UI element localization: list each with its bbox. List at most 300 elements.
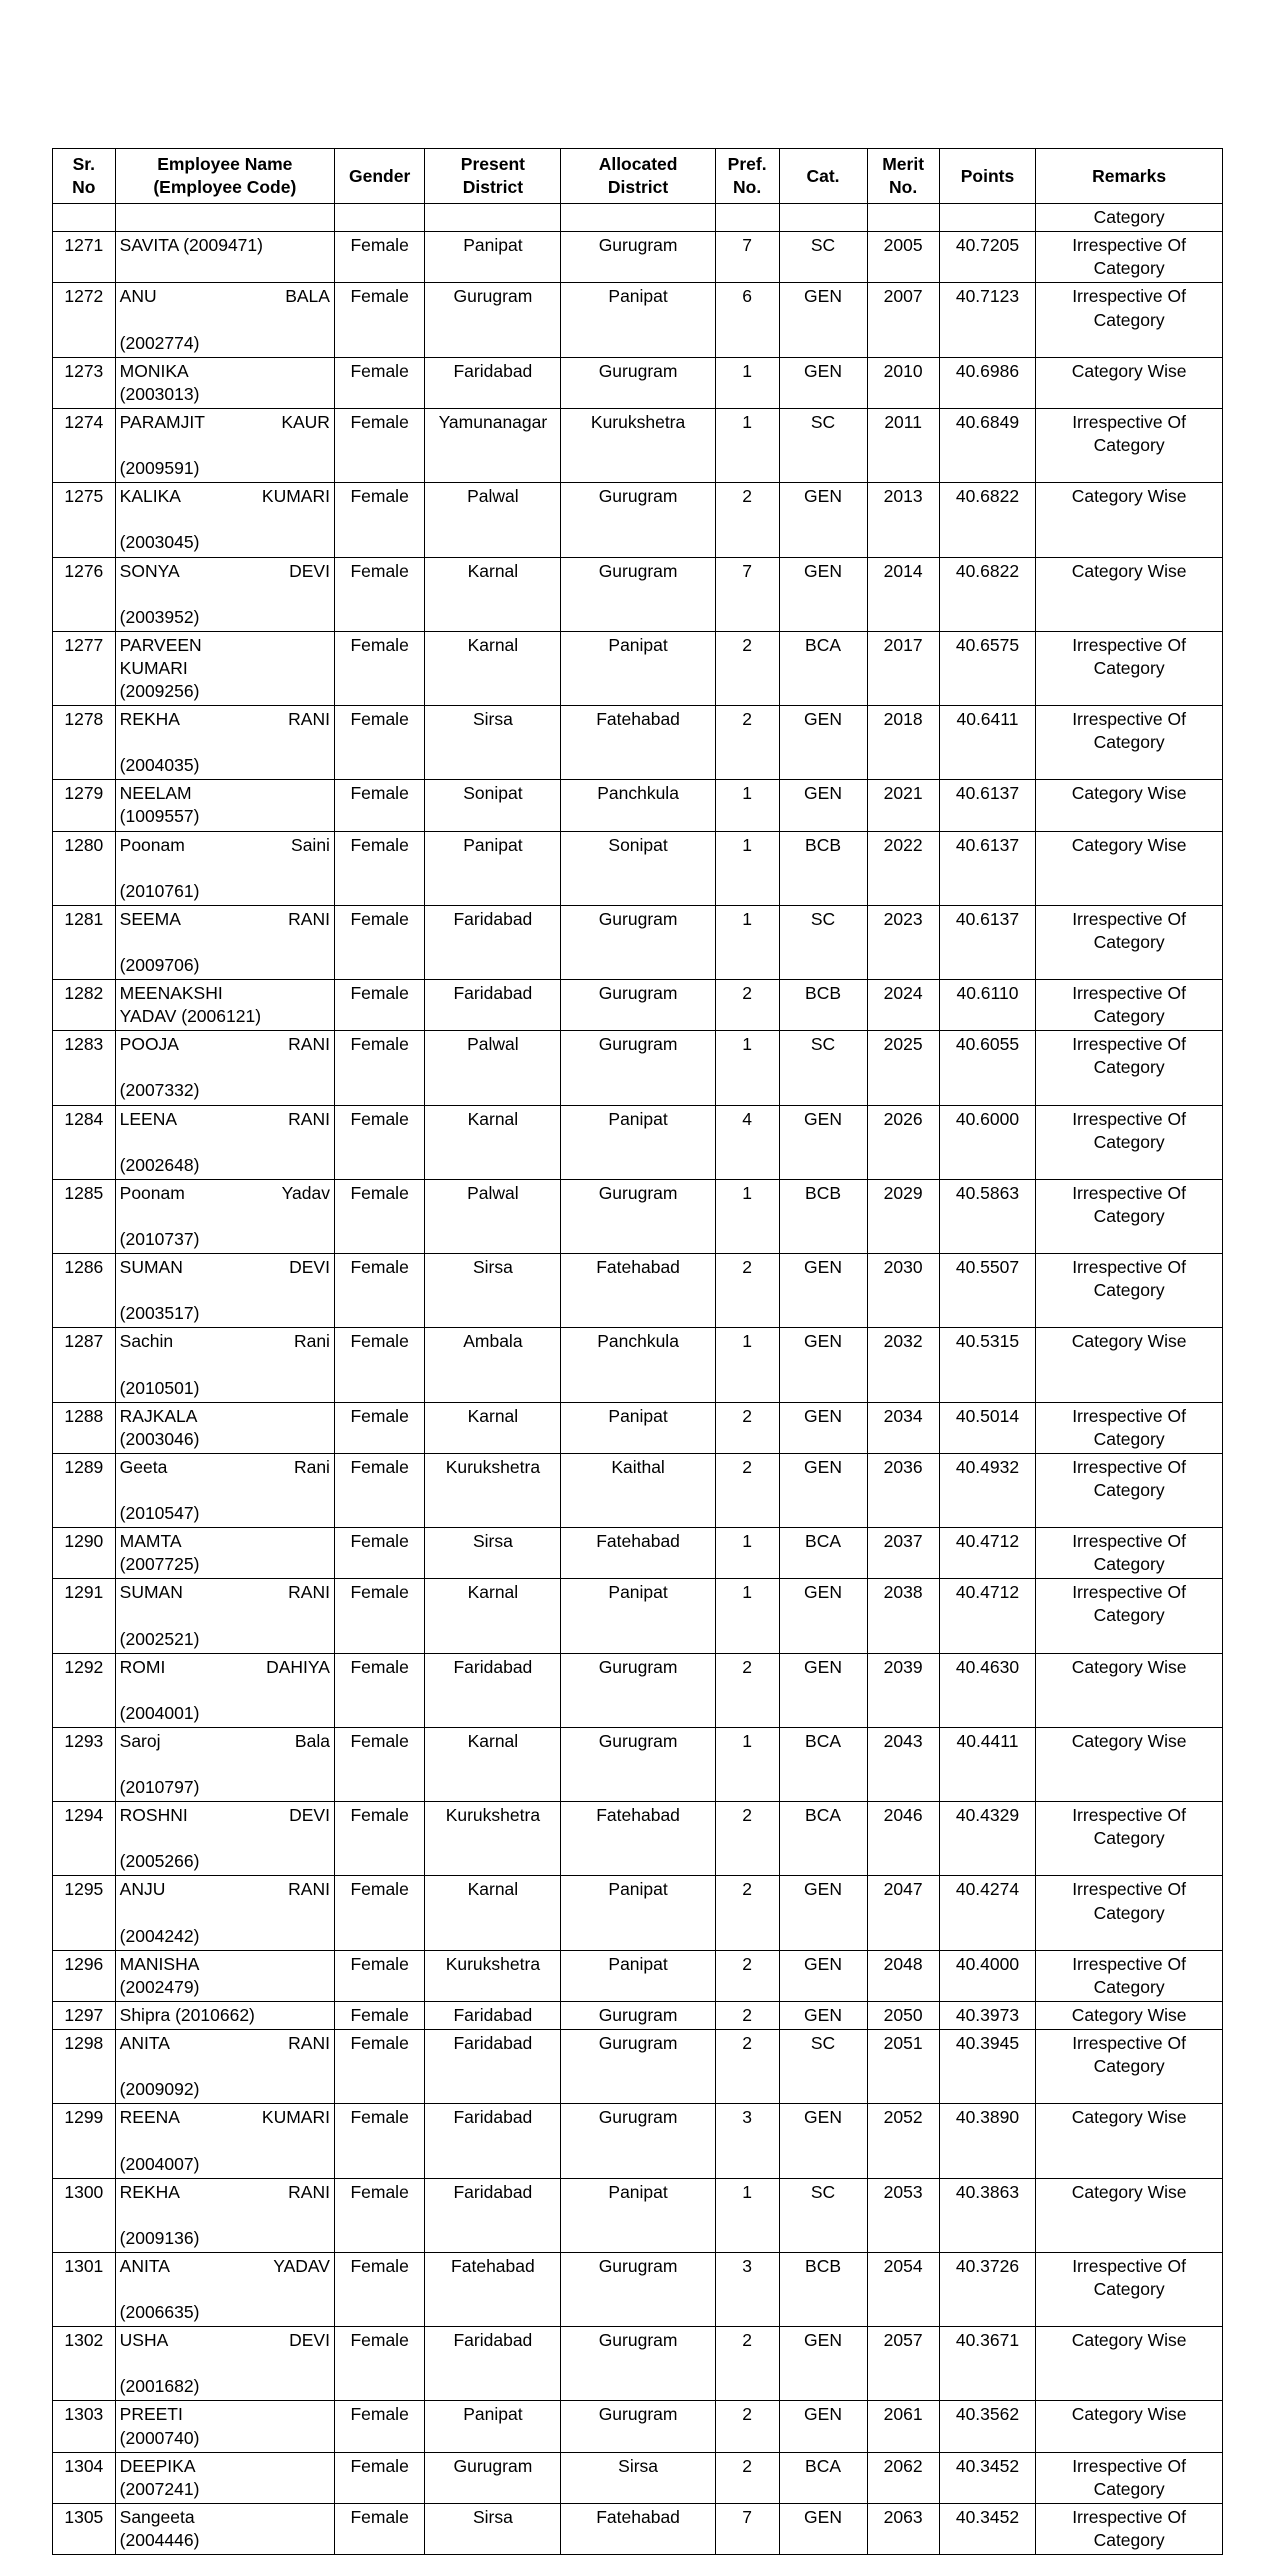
cell-employee-name [115, 483, 334, 557]
cell-pref-no: 1 [715, 1179, 779, 1253]
cell-employee-name [115, 905, 334, 979]
cell-allocated-district: Fatehabad [561, 1254, 715, 1328]
cell-points: 40.4712 [939, 1528, 1035, 1579]
employee-code: (2003046) [119, 1428, 200, 1449]
employee-surname: DEVI [289, 2330, 330, 2351]
cell-present-district: Panipat [425, 232, 561, 283]
employee-name-line-1 [120, 2329, 330, 2375]
cell-allocated-district: Gurugram [561, 2104, 715, 2178]
cell-points: 40.6137 [939, 831, 1035, 905]
cell-pref [715, 204, 779, 232]
cell-category: GEN [779, 2401, 867, 2452]
employee-name-line-1 [120, 1182, 330, 1228]
cell-sr-no: 1296 [53, 1950, 116, 2001]
cell-sr-no: 1271 [53, 232, 116, 283]
cell-gender: Female [334, 1402, 424, 1453]
cell-gender: Female [334, 2452, 424, 2503]
cell-category: GEN [779, 557, 867, 631]
table-row [53, 1105, 1223, 1179]
cell-gender: Female [334, 631, 424, 705]
employee-surname: DEVI [289, 1805, 330, 1826]
cell-allocated-district: Panipat [561, 1876, 715, 1950]
cell-remarks: Irrespective Of Category [1036, 1453, 1223, 1527]
employee-name-line-1: MONIKA [119, 360, 189, 381]
cell-pref-no: 1 [715, 1328, 779, 1402]
table-row [53, 1950, 1223, 2001]
cell-remarks: Irrespective Of Category [1036, 706, 1223, 780]
employee-name-line-1 [120, 1656, 330, 1702]
employee-surname: BALA [285, 286, 330, 307]
cell-present-district: Karnal [425, 631, 561, 705]
cell-allocated-district: Panipat [561, 2178, 715, 2252]
employee-code: (2003013) [119, 383, 200, 404]
cell-remarks: Irrespective Of Category [1036, 408, 1223, 482]
header-line-2: No. [889, 177, 918, 198]
cell-present-district: Sirsa [425, 1528, 561, 1579]
cell-remarks: Category Wise [1036, 831, 1223, 905]
employee-given-name: ROMI [119, 1656, 166, 1677]
cell-allocated-district: Fatehabad [561, 1802, 715, 1876]
cell-category: GEN [779, 1653, 867, 1727]
cell-allocated-district: Gurugram [561, 1179, 715, 1253]
cell-allocated-district: Panipat [561, 283, 715, 357]
header-line-1: Employee Name [157, 154, 293, 174]
employee-code: (2010501) [119, 1377, 200, 1398]
employee-name-text: SAVITA (2009471) [119, 235, 263, 256]
cell-sr-no: 1280 [53, 831, 116, 905]
header-line-2: District [607, 177, 669, 198]
cell-sr-no: 1294 [53, 1802, 116, 1876]
employee-name-line-1: DEEPIKA [119, 2455, 196, 2476]
cell-category: GEN [779, 1876, 867, 1950]
cell-pref-no: 3 [715, 2104, 779, 2178]
cell-employee-name [115, 557, 334, 631]
cell-present-district: Panipat [425, 831, 561, 905]
cell-sr-no: 1272 [53, 283, 116, 357]
employee-given-name: Saroj [119, 1730, 161, 1751]
cell-points: 40.6986 [939, 357, 1035, 408]
cell-present-district: Panipat [425, 2401, 561, 2452]
cell-employee-name [115, 631, 334, 705]
cell-sr-no: 1292 [53, 1653, 116, 1727]
cell-employee-name [115, 1254, 334, 1328]
cell-merit-no: 2018 [867, 706, 939, 780]
cell-present-district: Faridabad [425, 2104, 561, 2178]
cell-sr-no: 1301 [53, 2252, 116, 2326]
employee-name-line-3: (2009256) [119, 680, 200, 701]
column-header-pref-no [715, 149, 779, 204]
table-row [53, 905, 1223, 979]
cell-gender: Female [334, 980, 424, 1031]
cell-employee-name [115, 1179, 334, 1253]
employee-name-line-1 [120, 2181, 330, 2227]
cell-employee-name [115, 2252, 334, 2326]
employee-surname: RANI [288, 1034, 330, 1055]
cell-pref-no: 1 [715, 831, 779, 905]
cell-employee-name [115, 831, 334, 905]
employee-code: YADAV (2006121) [119, 1006, 262, 1027]
employee-name-line-1 [120, 834, 330, 880]
table-row [53, 1402, 1223, 1453]
cell-merit-no: 2026 [867, 1105, 939, 1179]
cell-points: 40.3945 [939, 2030, 1035, 2104]
cell-allocated-district: Panipat [561, 1950, 715, 2001]
cell-sr-no: 1304 [53, 2452, 116, 2503]
cell-gender: Female [334, 2001, 424, 2029]
cell-category: GEN [779, 357, 867, 408]
cell-merit-no: 2025 [867, 1031, 939, 1105]
cell-merit-no: 2034 [867, 1402, 939, 1453]
cell-sr-no: 1291 [53, 1579, 116, 1653]
employee-given-name: ANU [119, 286, 157, 307]
table-row [53, 980, 1223, 1031]
cell-employee-name [115, 283, 334, 357]
cell-remarks: Irrespective Of Category [1036, 905, 1223, 979]
cell-gender: Female [334, 408, 424, 482]
cell-merit-no: 2036 [867, 1453, 939, 1527]
cell-employee-name [115, 1653, 334, 1727]
cell-gender: Female [334, 2327, 424, 2401]
cell-remarks: Irrespective Of Category [1036, 2503, 1223, 2554]
cell-category: SC [779, 232, 867, 283]
cell-remarks: Category Wise [1036, 2401, 1223, 2452]
cell-sr-no: 1274 [53, 408, 116, 482]
cell-pref-no: 2 [715, 1950, 779, 2001]
cell-merit-no: 2023 [867, 905, 939, 979]
cell-merit-no: 2054 [867, 2252, 939, 2326]
employee-code: (2009591) [119, 458, 200, 479]
table-row [53, 483, 1223, 557]
cell-employee-name [115, 1031, 334, 1105]
employee-surname: Rani [293, 1456, 330, 1477]
cell-sr-no: 1278 [53, 706, 116, 780]
cell-employee-name [115, 357, 334, 408]
cell-gender: Female [334, 1727, 424, 1801]
cell-sr-no: 1303 [53, 2401, 116, 2452]
cell-remarks: Category Wise [1036, 1328, 1223, 1402]
cell-remarks: Irrespective Of Category [1036, 283, 1223, 357]
employee-code: (1009557) [119, 806, 200, 827]
cell-category: BCA [779, 631, 867, 705]
cell-points: 40.4630 [939, 1653, 1035, 1727]
cell-gender: Female [334, 557, 424, 631]
cell-present-district: Sirsa [425, 2503, 561, 2554]
cell-points: 40.3973 [939, 2001, 1035, 2029]
cell-gender: Female [334, 706, 424, 780]
cell-pref-no: 3 [715, 2252, 779, 2326]
cell-points: 40.6411 [939, 706, 1035, 780]
employee-given-name: ROSHNI [119, 1805, 188, 1826]
cell-remarks: Irrespective Of Category [1036, 2030, 1223, 2104]
employee-given-name: Poonam [119, 834, 185, 855]
cell-allocated-district: Panipat [561, 1579, 715, 1653]
employee-code: (2000740) [119, 2427, 200, 2448]
employee-name-line-1 [120, 1581, 330, 1627]
table-row [53, 2104, 1223, 2178]
cell-points: 40.6575 [939, 631, 1035, 705]
cell-remarks: Category Wise [1036, 357, 1223, 408]
cell-merit-no: 2014 [867, 557, 939, 631]
cell-employee-name [115, 2104, 334, 2178]
cell-allocated-district: Gurugram [561, 2252, 715, 2326]
employee-code: (2010797) [119, 1777, 200, 1798]
cell-pref-no: 7 [715, 557, 779, 631]
cell-sr-no: 1279 [53, 780, 116, 831]
cell-pref-no: 2 [715, 1453, 779, 1527]
employee-name-line-1: RAJKALA [119, 1405, 198, 1426]
employee-code: (2010737) [119, 1229, 200, 1250]
cell-employee-name [115, 1802, 334, 1876]
cell-pref-no: 7 [715, 232, 779, 283]
cell-gender: Female [334, 232, 424, 283]
cell-sr-no: 1299 [53, 2104, 116, 2178]
cell-allocated-district: Kurukshetra [561, 408, 715, 482]
cell-sr-no: 1290 [53, 1528, 116, 1579]
cell-sr-no: 1289 [53, 1453, 116, 1527]
cell-merit-no: 2029 [867, 1179, 939, 1253]
employee-code: (2010547) [119, 1503, 200, 1524]
column-header-present-district [425, 149, 561, 204]
cell-remarks: Irrespective Of Category [1036, 1579, 1223, 1653]
employee-name-line-1: MEENAKSHI [119, 983, 223, 1004]
cell-category: GEN [779, 2327, 867, 2401]
cell-points: 40.4274 [939, 1876, 1035, 1950]
cell-allocated-district: Fatehabad [561, 1528, 715, 1579]
cell-allocated-district: Gurugram [561, 2327, 715, 2401]
cell-present-district: Palwal [425, 1179, 561, 1253]
cell-remarks: Category Wise [1036, 2001, 1223, 2029]
cell-pref-no: 2 [715, 1402, 779, 1453]
employee-given-name: LEENA [119, 1108, 177, 1129]
cell-present-district: Kurukshetra [425, 1950, 561, 2001]
cell-present-district: Faridabad [425, 2178, 561, 2252]
cell-category: GEN [779, 1402, 867, 1453]
employee-name-line-1: MAMTA [119, 1531, 182, 1552]
cell-present-district: Palwal [425, 1031, 561, 1105]
employee-given-name: REENA [119, 2107, 179, 2128]
employee-surname: RANI [288, 709, 330, 730]
cell-remarks: Category Wise [1036, 557, 1223, 631]
table-row [53, 1254, 1223, 1328]
cell-sr-no: 1282 [53, 980, 116, 1031]
column-header-gender: Gender [334, 149, 424, 204]
cell-allocated-district: Panipat [561, 631, 715, 705]
employee-surname: KUMARI [261, 2107, 330, 2128]
cell-merit-no: 2037 [867, 1528, 939, 1579]
cell-gender [334, 204, 424, 232]
cell-pref-no: 1 [715, 408, 779, 482]
cell-points: 40.4329 [939, 1802, 1035, 1876]
cell-gender: Female [334, 483, 424, 557]
cell-employee-name [115, 1579, 334, 1653]
cell-present-district: Karnal [425, 1105, 561, 1179]
header-line-2: District [462, 177, 524, 198]
cell-merit-no: 2032 [867, 1328, 939, 1402]
table-row [53, 1453, 1223, 1527]
cell-merit-no: 2030 [867, 1254, 939, 1328]
cell-gender: Female [334, 1528, 424, 1579]
cell-merit-no: 2053 [867, 2178, 939, 2252]
table-body [53, 204, 1223, 2555]
employee-name-line-1 [120, 2032, 330, 2078]
header-line-1: Sr. [72, 154, 96, 174]
cell-employee-name [115, 1402, 334, 1453]
cell-points: 40.6822 [939, 483, 1035, 557]
cell-remarks: Category Wise [1036, 2178, 1223, 2252]
cell-remarks: Irrespective Of Category [1036, 1031, 1223, 1105]
cell-merit-no: 2047 [867, 1876, 939, 1950]
cell-allocated-district: Gurugram [561, 2401, 715, 2452]
cell-sr-no: 1284 [53, 1105, 116, 1179]
cell-employee-name [115, 2327, 334, 2401]
cell-sr-no: 1298 [53, 2030, 116, 2104]
cell-employee-name [115, 232, 334, 283]
cell-present-district: Faridabad [425, 2327, 561, 2401]
cell-present-district: Sirsa [425, 706, 561, 780]
employee-name-line-1 [120, 1256, 330, 1302]
cell-pref-no: 2 [715, 706, 779, 780]
table-row [53, 2178, 1223, 2252]
employee-code: (2004446) [119, 2529, 200, 2550]
cell-category: BCA [779, 1727, 867, 1801]
cell-allocated-district: Gurugram [561, 357, 715, 408]
cell-remarks: Irrespective Of Category [1036, 2252, 1223, 2326]
cell-category: GEN [779, 283, 867, 357]
table-row [53, 1528, 1223, 1579]
cell-merit-no: 2057 [867, 2327, 939, 2401]
employee-given-name: Geeta [119, 1456, 168, 1477]
cell-category: GEN [779, 483, 867, 557]
cell-gender: Female [334, 1105, 424, 1179]
cell-employee-name [115, 1528, 334, 1579]
cell-employee-name [115, 408, 334, 482]
table-row [53, 2503, 1223, 2554]
table-row [53, 706, 1223, 780]
cell-category: BCA [779, 2452, 867, 2503]
header-line-1: Allocated [598, 154, 678, 174]
cell-employee-name [115, 2178, 334, 2252]
employee-name-line-1 [120, 708, 330, 754]
employee-code: (2009706) [119, 955, 200, 975]
cell-points: 40.4000 [939, 1950, 1035, 2001]
cell-employee-name [115, 1105, 334, 1179]
cell-present-district: Kurukshetra [425, 1802, 561, 1876]
employee-surname: KUMARI [261, 486, 330, 507]
cell-merit-no: 2063 [867, 2503, 939, 2554]
cell-gender: Female [334, 905, 424, 979]
table-row [53, 1031, 1223, 1105]
cell-allocated-district: Gurugram [561, 2001, 715, 2029]
cell-merit-no: 2013 [867, 483, 939, 557]
table-row [53, 357, 1223, 408]
cell-employee-name [115, 1950, 334, 2001]
cell-employee-name [115, 780, 334, 831]
column-header-allocated-district [561, 149, 715, 204]
cell-present-district: Faridabad [425, 1653, 561, 1727]
cell-pref-no: 4 [715, 1105, 779, 1179]
cell-sr-no: 1295 [53, 1876, 116, 1950]
cell-gender: Female [334, 1579, 424, 1653]
cell-sr-no: 1297 [53, 2001, 116, 2029]
table-row [53, 1727, 1223, 1801]
table-row [53, 831, 1223, 905]
cell-allocated-district: Gurugram [561, 980, 715, 1031]
cell-merit-no: 2061 [867, 2401, 939, 2452]
employee-name-text: Shipra (2010662) [119, 2004, 255, 2025]
cell-employee-name [115, 1328, 334, 1402]
cell-name [115, 204, 334, 232]
employee-name-line-1: NEELAM [119, 783, 192, 804]
cell-category: GEN [779, 2001, 867, 2029]
cell-employee-name [115, 1453, 334, 1527]
employee-code: (2004001) [119, 1702, 200, 1723]
table-row [53, 1179, 1223, 1253]
employee-name-line-1 [120, 908, 330, 954]
cell-pref-no: 1 [715, 780, 779, 831]
cell-points: 40.5507 [939, 1254, 1035, 1328]
cell-gender: Female [334, 1876, 424, 1950]
employee-name-line-1 [120, 1456, 330, 1502]
employee-surname: Rani [293, 1331, 330, 1352]
cell-gender: Female [334, 1653, 424, 1727]
cell-pref-no: 2 [715, 1876, 779, 1950]
employee-name-line-1: Sangeeta [119, 2506, 195, 2527]
employee-code: (2007725) [119, 1554, 200, 1575]
cell-gender: Female [334, 1950, 424, 2001]
cell-remarks: Irrespective Of Category [1036, 1528, 1223, 1579]
cell-merit-no: 2052 [867, 2104, 939, 2178]
header-line-1: Present [460, 154, 525, 174]
header-line-2: No. [733, 177, 762, 198]
cell-sr-no: 1275 [53, 483, 116, 557]
column-header-remarks: Remarks [1036, 149, 1223, 204]
cell-present-district: Gurugram [425, 283, 561, 357]
employee-surname: RANI [288, 1108, 330, 1129]
employee-code: (2003952) [119, 606, 200, 627]
cell-merit-no: 2043 [867, 1727, 939, 1801]
cell-gender: Female [334, 2503, 424, 2554]
cell-sr [53, 204, 116, 232]
cell-pref-no: 7 [715, 2503, 779, 2554]
employee-code: (2002648) [119, 1154, 200, 1175]
cell-points: 40.4411 [939, 1727, 1035, 1801]
employee-code: (2007332) [119, 1080, 200, 1101]
cell-remarks: Irrespective Of Category [1036, 631, 1223, 705]
cell-gender: Female [334, 1328, 424, 1402]
cell-allocated-district: Panchkula [561, 1328, 715, 1402]
cell-category: GEN [779, 2104, 867, 2178]
table-row [53, 408, 1223, 482]
cell-category: GEN [779, 2503, 867, 2554]
cell-points: 40.6849 [939, 408, 1035, 482]
table-row [53, 1653, 1223, 1727]
cell-gender: Female [334, 1254, 424, 1328]
cell-category: SC [779, 1031, 867, 1105]
column-header-points: Points [939, 149, 1035, 204]
table-row [53, 1876, 1223, 1950]
cell-points: 40.7123 [939, 283, 1035, 357]
cell-pref-no: 1 [715, 1031, 779, 1105]
employee-surname: Saini [291, 834, 330, 855]
cell-present-district: Faridabad [425, 2030, 561, 2104]
cell-present-district: Palwal [425, 483, 561, 557]
table-row [53, 2030, 1223, 2104]
header-line-1: Pref. [727, 154, 767, 174]
employee-name-line-1 [120, 285, 330, 331]
cell-sr-no: 1285 [53, 1179, 116, 1253]
cell-employee-name [115, 2401, 334, 2452]
cell-allocated-district: Kaithal [561, 1453, 715, 1527]
